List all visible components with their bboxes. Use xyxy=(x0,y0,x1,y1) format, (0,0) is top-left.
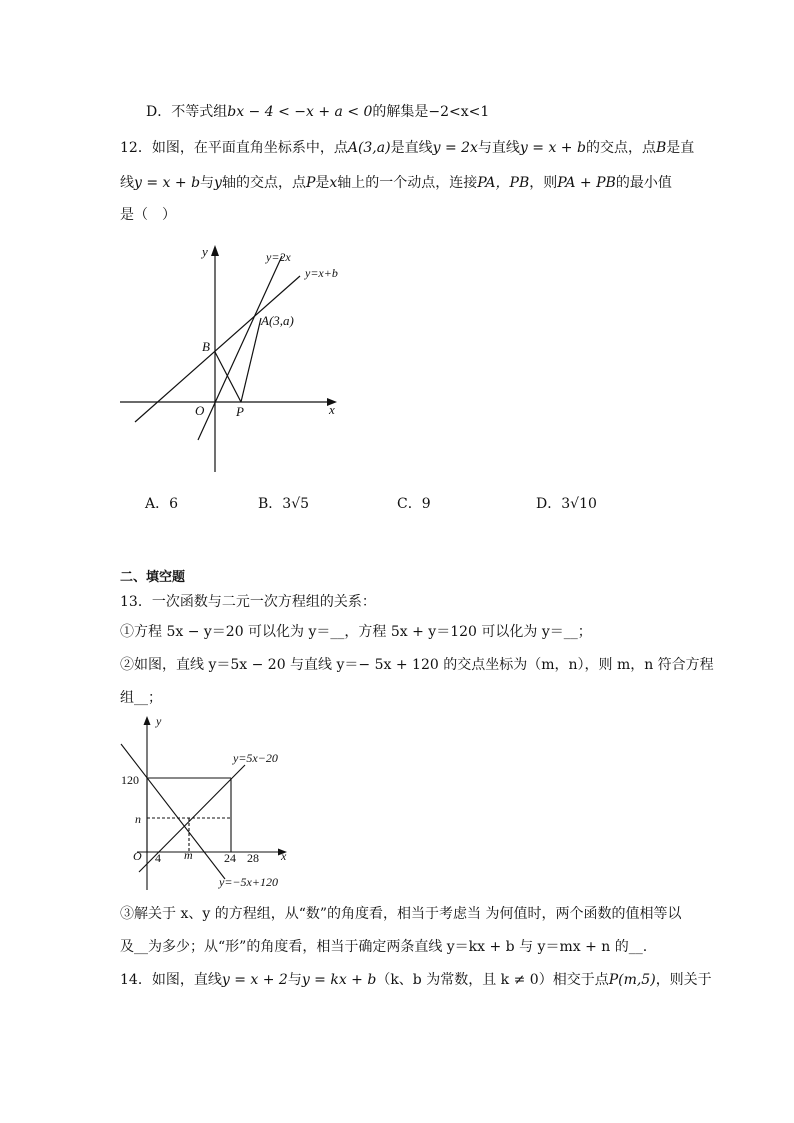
solution-range: −2<x<1 xyxy=(428,104,490,120)
label-line-2: y=−5x+120 xyxy=(219,875,278,889)
q12-option-d[interactable]: D．3√10 xyxy=(536,496,597,512)
q12-option-b[interactable]: B．3√5 xyxy=(258,496,310,512)
q13-part-3b: 及__为多少；从“形”的角度看，相当于确定两条直线 y＝kx + b 与 y＝mx + n 的__. xyxy=(120,939,648,955)
q12-option-a[interactable]: A．6 xyxy=(145,496,179,512)
tick-m: m xyxy=(184,848,193,862)
x-axis-label: x xyxy=(281,849,287,863)
q12-line-3: 是（ ） xyxy=(120,207,176,223)
inequality: bx − 4 < −x + a < 0 xyxy=(227,104,373,120)
q12-figure xyxy=(115,240,345,480)
origin-label: O xyxy=(195,403,205,418)
label-B: B xyxy=(202,339,210,354)
y-axis-label: y xyxy=(202,244,208,259)
label-y-2x: y=2x xyxy=(266,250,291,264)
label-A: A(3,a) xyxy=(261,313,294,328)
q11-option-d: D．不等式组bx − 4 < −x + a < 0的解集是−2<x<1 xyxy=(146,104,490,120)
y-axis-arrow xyxy=(144,716,151,725)
y-axis-arrow xyxy=(211,245,219,256)
q13-part-1: ①方程 5x − y＝20 可以化为 y＝__，方程 5x + y＝120 可以化为 y＝__； xyxy=(120,624,592,640)
origin-label: O xyxy=(133,849,142,863)
tick-120: 120 xyxy=(121,773,139,787)
tick-4: 4 xyxy=(155,851,161,865)
q13-part-2b: 组__； xyxy=(120,690,162,706)
label-y-x-plus-b: y=x+b xyxy=(305,266,338,280)
label-line-1: y=5x−20 xyxy=(233,751,278,765)
q14-line-1: 14．如图，直线y = x + 2与y = kx + b（k、b 为常数，且 k ≠ 0）相交于点P(m,5)，则关于 xyxy=(120,972,712,988)
question-number: 14． xyxy=(120,972,152,988)
q12-option-c[interactable]: C．9 xyxy=(397,496,431,512)
q13-intro: 13．一次函数与二元一次方程组的关系： xyxy=(120,594,376,610)
tick-24: 24 xyxy=(224,851,236,865)
q12-line-2: 线y = x + b与y轴的交点，点P是x轴上的一个动点，连接PA，PB，则PA + PB的最小值 xyxy=(120,175,672,191)
question-number: 13． xyxy=(120,594,152,610)
line-y-x-plus-b xyxy=(135,276,300,422)
q13-part-3a: ③解关于 x、y 的方程组，从“数”的角度看，相当于考虑当 为何值时，两个函数的值相等以 xyxy=(120,906,682,922)
tick-28: 28 xyxy=(247,851,259,865)
tick-n: n xyxy=(135,812,141,826)
option-label: D． xyxy=(146,104,172,120)
q13-figure xyxy=(115,712,295,892)
label-P: P xyxy=(236,404,244,419)
y-axis-label: y xyxy=(156,714,162,728)
q13-part-2a: ②如图，直线 y＝5x − 20 与直线 y＝− 5x + 120 的交点坐标为（m，n），则 m，n 符合方程 xyxy=(120,657,714,673)
question-number: 12． xyxy=(120,140,152,156)
q12-line-1: 12．如图，在平面直角坐标系中，点A(3,a)是直线y = 2x与直线y = x + b的交点，点B是直 xyxy=(120,140,695,156)
x-axis-label: x xyxy=(329,402,335,417)
segment-PA xyxy=(241,318,261,402)
section-title: 二、填空题 xyxy=(120,570,186,585)
